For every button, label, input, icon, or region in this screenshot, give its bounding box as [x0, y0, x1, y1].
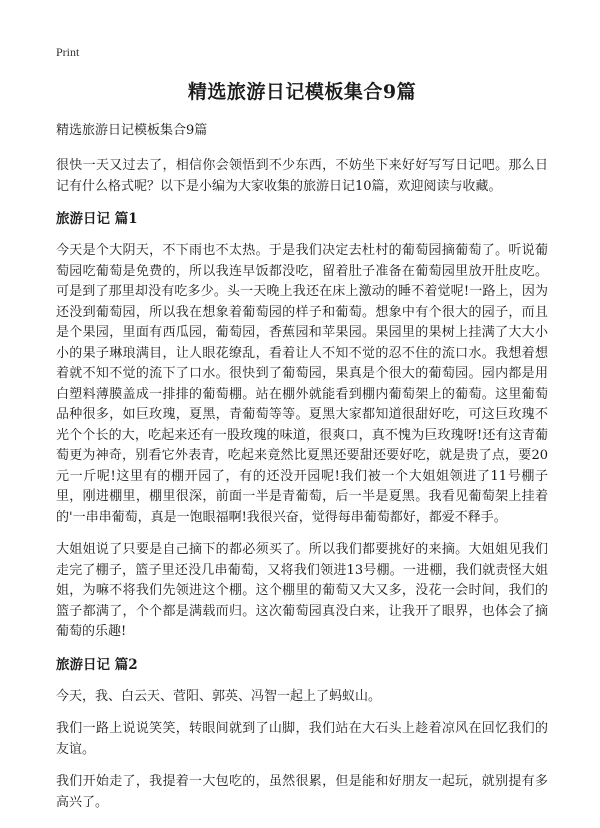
- section-1-paragraph-1: 今天是个大阴天，不下雨也不太热。于是我们决定去杜村的葡萄园摘葡萄了。听说葡萄园吃葡萄是免费的，所以我连早饭都没吃，留着肚子准备在葡萄园里放开肚皮吃。可是到了那里却没有吃多少。头一天晚上我还在床上激动的睡不着觉呢!一路上，因为还没到葡萄园，所以我在想象着葡萄园的样子和葡萄。想象中有个很大的园子，而且是个果园，里面有西瓜园，葡萄园，香蕉园和苹果园。果园里的果树上挂满了大大小小的果子琳琅满目，让人眼花缭乱，看着让人不知不觉的忍不住的流口水。我想着想着就不知不觉的流下了口水。很快到了葡萄园，果真是个很大的葡萄园。园内都是用白塑料薄膜盖成一排排的葡萄棚。站在棚外就能看到棚内葡萄架上的葡萄。这里葡萄品种很多，如巨玫瑰，夏黑，青葡萄等等。夏黑大家都知道很甜好吃，可这巨玫瑰不光个个长的大，吃起来还有一股玫瑰的味道，很爽口，真不愧为巨玫瑰呀!还有这青葡萄更为神奇，别看它外表青，吃起来竟然比夏黑还要甜还要好吃，就是贵了点，要20元一斤呢!这里有的棚开园了，有的还没开园呢!我们被一个大姐姐领进了11号棚子里，刚进棚里，棚里很深，前面一半是青葡萄，后一半是夏黑。我看见葡萄架上挂着的'一串串葡萄，真是一饱眼福啊!我很兴奋，觉得每串葡萄都好，都爱不释手。: [56, 243, 548, 525]
- page-title: 精选旅游日记模板集合9篇: [187, 81, 417, 103]
- section-heading-2: 旅游日记 篇2: [56, 656, 138, 673]
- print-label[interactable]: Print: [56, 45, 80, 59]
- document-subtitle: 精选旅游日记模板集合9篇: [56, 123, 208, 138]
- intro-paragraph: 很快一天又过去了，相信你会领悟到不少东西，不妨坐下来好好写写日记吧。那么日记有什么格式呢？以下是小编为大家收集的旅游日记10篇，欢迎阅读与收藏。: [56, 158, 548, 194]
- section-heading-1: 旅游日记 篇1: [56, 211, 138, 227]
- section-2-paragraph-2: 我们一路上说说笑笑，转眼间就到了山脚，我们站在大石头上趁着凉风在回忆我们的友谊。: [56, 721, 548, 757]
- section-2-paragraph-1: 今天，我、白云天、菅阳、郭英、冯智一起上了蚂蚁山。: [56, 688, 382, 704]
- section-2-paragraph-3: 我们开始走了，我提着一大包吃的，虽然很累，但是能和好朋友一起玩，就别提有多高兴了。: [56, 774, 548, 810]
- section-1-paragraph-2: 大姐姐说了只要是自己摘下的都必须买了。所以我们都要挑好的来摘。大姐姐见我们走完了棚子，篮子里还没几串葡萄，又将我们领进13号棚。一进棚，我们就责怪大姐姐，为嘛不将我们先领进这个棚。这个棚里的葡萄又大又多，没花一会时间，我们的篮子都满了，个个都是满载而归。这次葡萄园真没白来，让我开了眼界，也体会了摘葡萄的乐趣!: [56, 542, 548, 639]
